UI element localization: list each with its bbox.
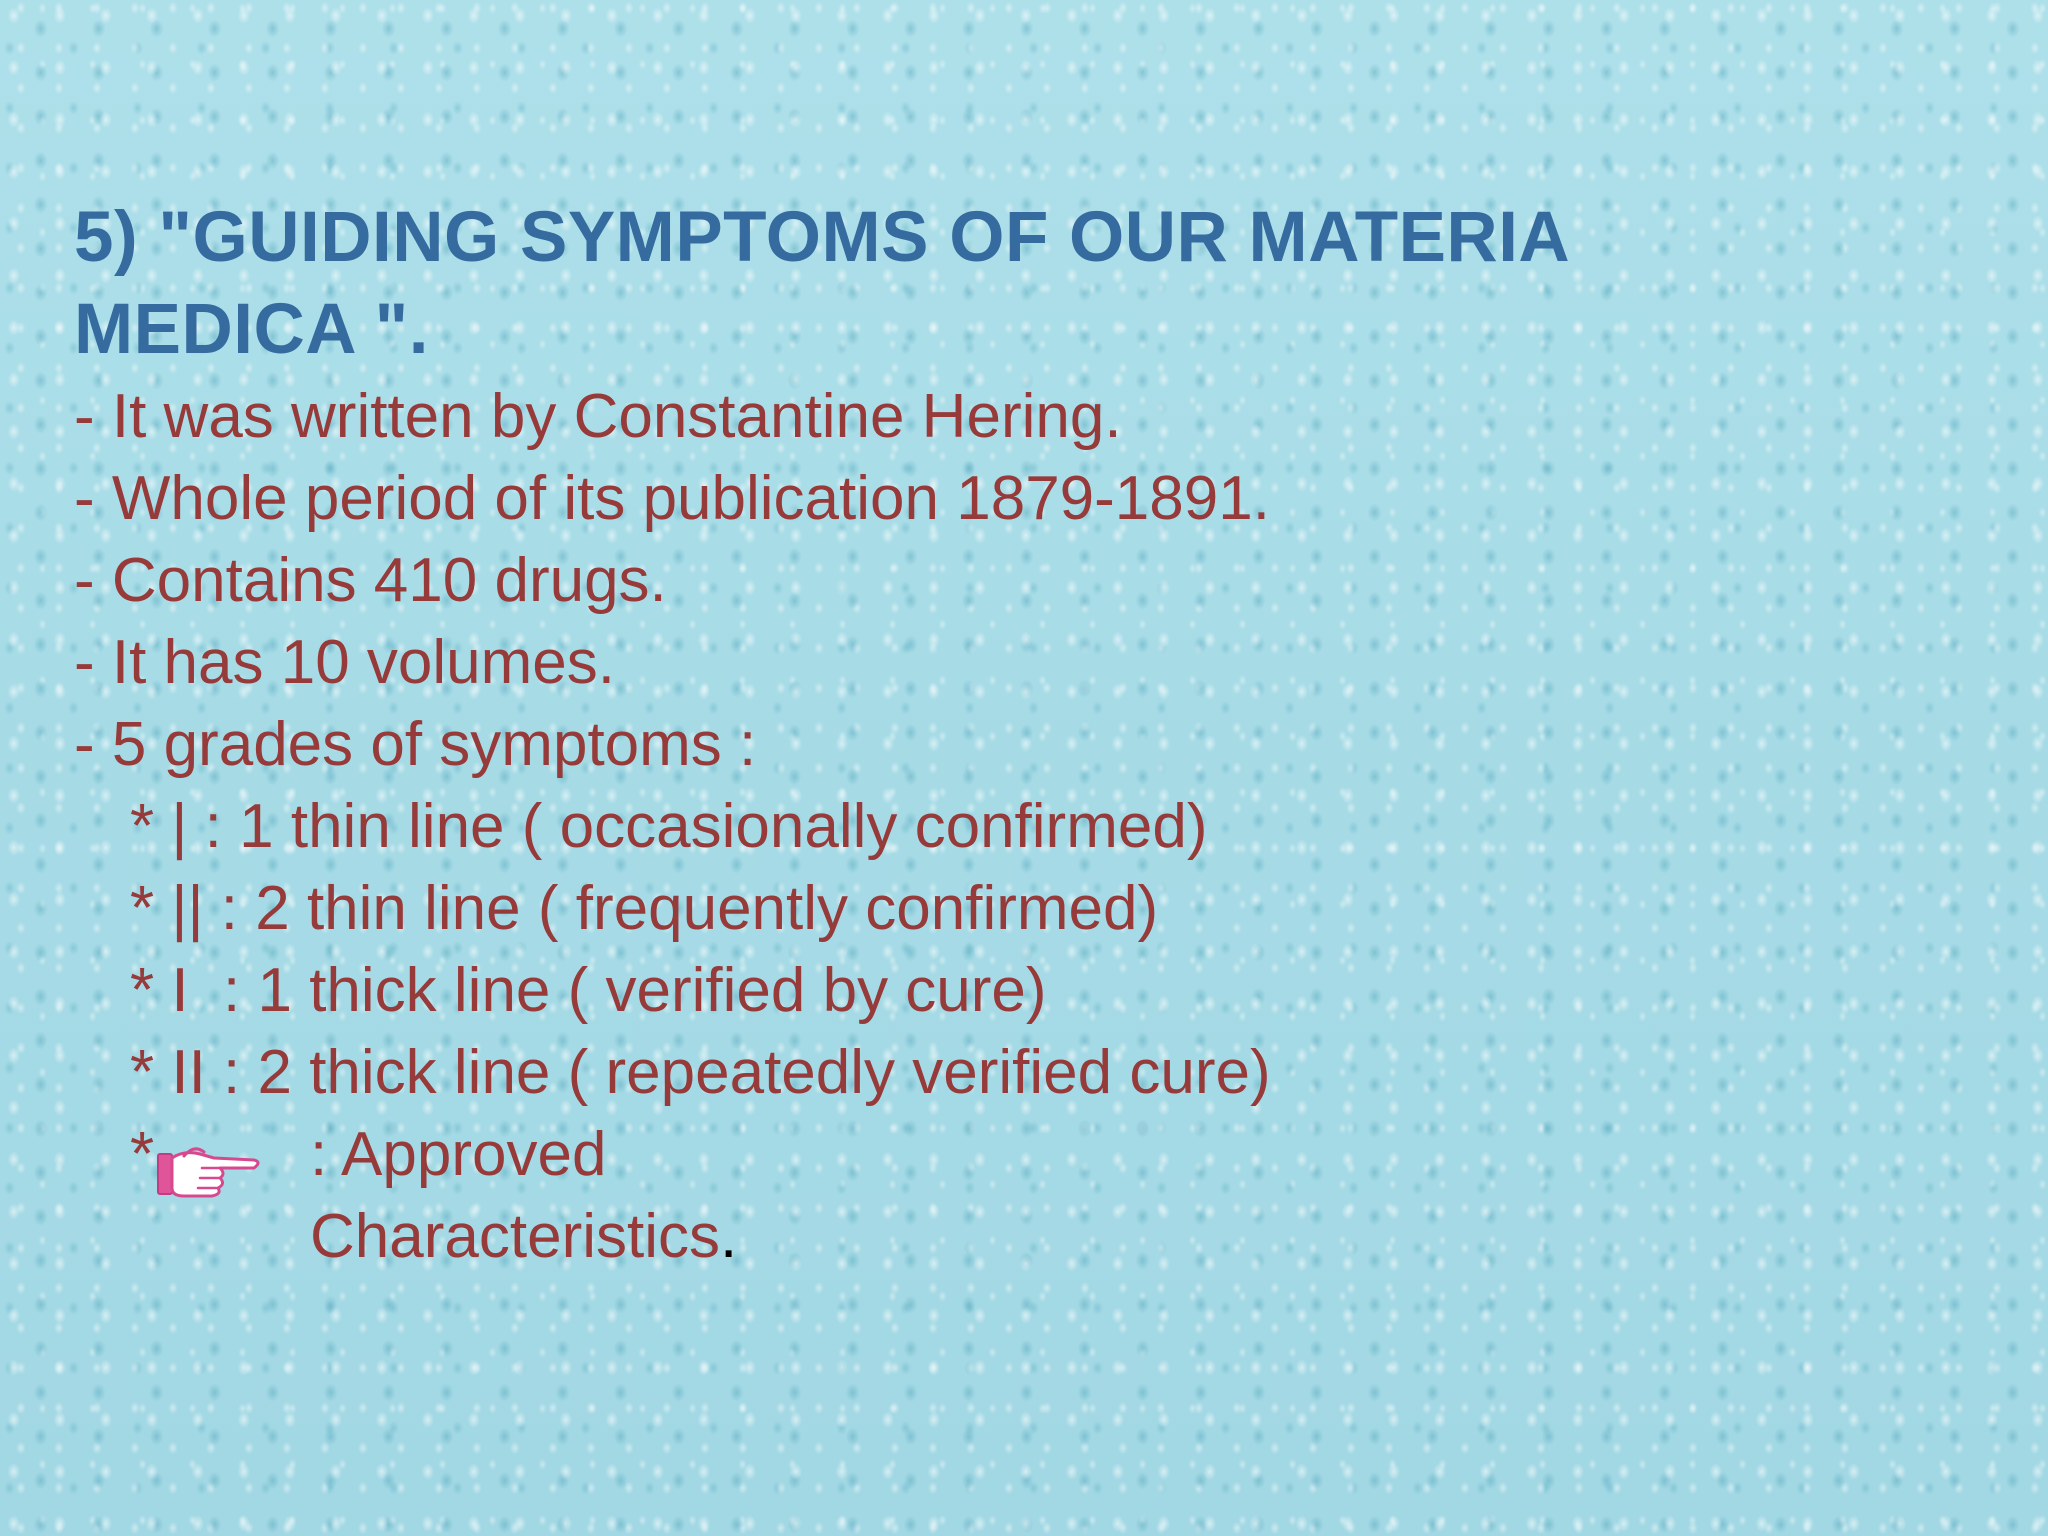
grade-2-thin-line: * || : 2 thin line ( frequently confirmed) bbox=[130, 874, 1159, 943]
bullet-author: - It was written by Constantine Hering. bbox=[74, 382, 1122, 451]
slide-content bbox=[74, 192, 1974, 1278]
pointing-hand-icon bbox=[154, 1140, 264, 1206]
approved-line-2 bbox=[310, 1196, 1010, 1278]
slide-title bbox=[74, 192, 1974, 376]
bullet-drug-count: - Contains 410 drugs. bbox=[74, 546, 667, 615]
grade-approved-characteristics bbox=[74, 1114, 1974, 1278]
approved-line-1: : Approved bbox=[310, 1120, 607, 1189]
title-line-2: MEDICA ". bbox=[74, 290, 430, 369]
bullet-grades-heading: - 5 grades of symptoms : bbox=[74, 710, 757, 779]
grade-1-thick-line: * I : 1 thick line ( verified by cure) bbox=[130, 956, 1047, 1025]
grade-1-thin-line: * | : 1 thin line ( occasionally confirmed) bbox=[130, 792, 1208, 861]
approved-period: . bbox=[720, 1202, 738, 1271]
approved-star: * bbox=[130, 1120, 155, 1189]
bullet-volumes: - It has 10 volumes. bbox=[74, 628, 616, 697]
title-line-1: 5) "GUIDING SYMPTOMS OF OUR MATERIA bbox=[74, 198, 1571, 277]
approved-line-2-text: Characteristics bbox=[310, 1202, 720, 1271]
grade-2-thick-line: * II : 2 thick line ( repeatedly verified cure) bbox=[130, 1038, 1271, 1107]
approved-text bbox=[310, 1114, 1010, 1278]
bullet-publication-period: - Whole period of its publication 1879-1891. bbox=[74, 464, 1270, 533]
